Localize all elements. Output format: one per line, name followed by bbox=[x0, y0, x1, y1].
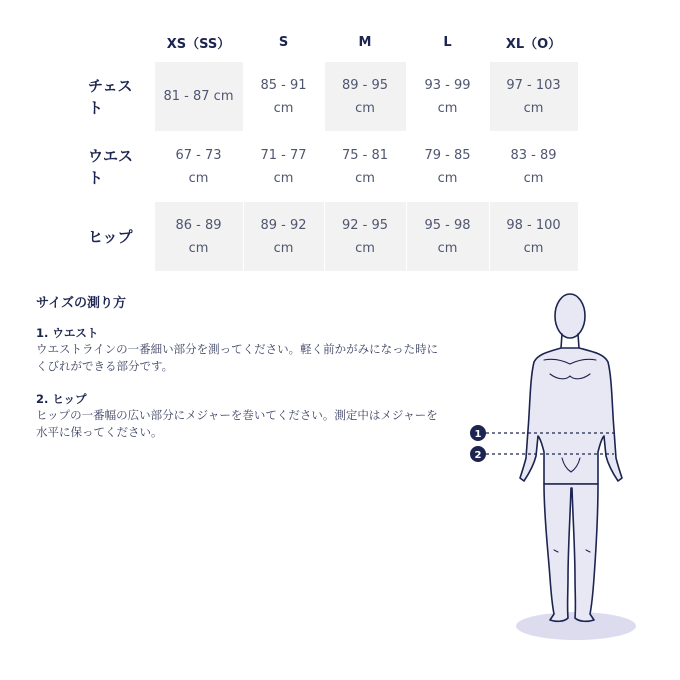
marker-1-label: 1 bbox=[474, 429, 482, 440]
header-size-m: M bbox=[358, 34, 372, 50]
row-label-hip: ヒップ bbox=[84, 202, 154, 272]
marker-2-label: 2 bbox=[474, 450, 482, 461]
table-row-waist bbox=[84, 132, 578, 202]
body-figure-illustration bbox=[464, 288, 654, 648]
header-size-s: S bbox=[278, 34, 289, 50]
header-size-xl: XL（O） bbox=[505, 36, 562, 52]
header-corner bbox=[84, 22, 154, 62]
table-row-hip bbox=[84, 202, 578, 272]
table-cell: 79 - 85 cm bbox=[406, 132, 489, 202]
legs-outline bbox=[544, 484, 598, 621]
table-cell: 83 - 89 cm bbox=[489, 132, 578, 202]
row-label-chest: チェスト bbox=[84, 62, 154, 132]
header-size-xs: XS（SS） bbox=[166, 36, 231, 52]
table-cell: 93 - 99 cm bbox=[406, 62, 489, 132]
size-table bbox=[84, 22, 579, 272]
table-cell: 89 - 95 cm bbox=[324, 62, 406, 132]
table-cell: 97 - 103 cm bbox=[489, 62, 578, 132]
table-cell: 85 - 91 cm bbox=[243, 62, 324, 132]
torso-outline bbox=[520, 348, 622, 484]
table-cell: 71 - 77 cm bbox=[243, 132, 324, 202]
row-label-waist: ウエスト bbox=[84, 132, 154, 202]
step-waist-text: ウエストラインの一番細い部分を測ってください。軽く前かがみになった時にくびれができる部分です。 bbox=[36, 342, 439, 373]
header-size-l: L bbox=[443, 34, 452, 50]
table-cell: 95 - 98 cm bbox=[406, 202, 489, 272]
table-cell: 81 - 87 cm bbox=[154, 62, 243, 132]
table-cell: 98 - 100 cm bbox=[489, 202, 578, 272]
table-cell: 75 - 81 cm bbox=[324, 132, 406, 202]
header-row bbox=[84, 22, 578, 62]
guide-title: サイズの測り方 bbox=[36, 296, 126, 311]
step-hip-title: 2. ヒップ bbox=[36, 392, 87, 406]
measuring-guide bbox=[36, 292, 446, 457]
table-cell: 92 - 95 cm bbox=[324, 202, 406, 272]
table-cell: 86 - 89 cm bbox=[154, 202, 243, 272]
step-waist-title: 1. ウエスト bbox=[36, 326, 99, 340]
table-cell: 89 - 92 cm bbox=[243, 202, 324, 272]
table-row-chest bbox=[84, 62, 578, 132]
table-cell: 67 - 73 cm bbox=[154, 132, 243, 202]
head-outline bbox=[555, 294, 585, 338]
step-hip-text: ヒップの一番幅の広い部分にメジャーを巻いてください。測定中はメジャーを水平に保ってください。 bbox=[36, 408, 438, 439]
